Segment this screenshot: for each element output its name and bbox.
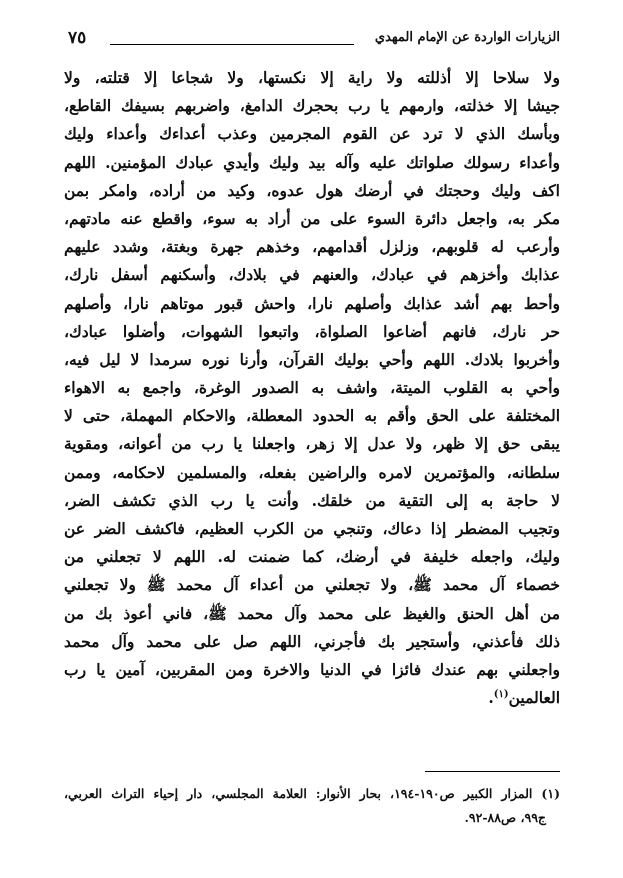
- text-line: عذابك وأخزهم في عبادك، والعنهم في بلادك، وأسكنهم أسفل نارك،: [64, 265, 560, 285]
- footnote-reference[interactable]: (١): [493, 688, 509, 700]
- text-line: لا حاجة به إلى التقية من خلقك. وأنت يا رب الذي تكشف الضر،: [64, 490, 560, 510]
- footnotes: [64, 782, 560, 830]
- last-line-text: العالمين: [508, 688, 560, 708]
- text-line: وبأسك الذي لا ترد عن القوم المجرمين وعذب أعداءك وأعداء وليك: [64, 124, 560, 144]
- text-line: حر نارك، فانهم أضاعوا الصلواة، واتبعوا الشهوات، وأضلوا عبادك،: [64, 321, 560, 341]
- text-line: وليك، واجعله خليفة في أرضك، كما ضمنت له. اللهم لا تجعلني من: [64, 547, 560, 567]
- text-line-last: [64, 684, 560, 712]
- text-line: مكر به، واجعل دائرة السوء على من أراد به سوء، واقطع عنه مادتهم،: [64, 208, 560, 228]
- running-title: الزيارات الواردة عن الإمام المهدي: [374, 30, 560, 45]
- text-line: واجعلني بهم عندك فائزا في الدنيا والاخرة ومن المقربين، آمين يا رب: [64, 659, 560, 679]
- footnote-line: (١) المزار الكبير ص١٩٠-١٩٤، بحار الأنوار: العلامة المجلسي، دار إحياء التراث العربي،: [64, 786, 560, 801]
- header-rule: [110, 44, 354, 45]
- text-line: ولا سلاحا إلا أذللته ولا راية إلا نكستها، ولا شجاعا إلا قتلته، ولا: [64, 68, 560, 87]
- text-line: وتجيب المضطر إذا دعاك، وتنجي من الكرب العظيم، فاكشف الضر عن: [64, 519, 560, 538]
- text-line: سلطانه، والمؤتمرين لامره والراضين بفعله، والمسلمين لاحكامه، وممن: [64, 462, 560, 482]
- text-line: خصماء آل محمد ﷺ، ولا تجعلني من أعداء آل محمد ﷺ ولا تجعلني: [64, 575, 560, 595]
- text-line: المختلفة على الحق وأقم به الحدود المعطلة، والاحكام المهملة، حتى لا: [64, 406, 560, 426]
- text-line: وأرعب له قلوبهم، وزلزل أقدامهم، وخذهم جهرة وبغتة، وشدد عليهم: [64, 237, 560, 257]
- text-line: من أهل الحنق والغيظ على محمد وآل محمد ﷺ، فاني أعوذ بك من: [64, 603, 560, 623]
- last-line-end: .: [488, 688, 494, 708]
- text-line: وأعداء رسولك صلواتك عليه وآله بيد وليك وأيدي عبادك المؤمنين. اللهم: [64, 152, 560, 172]
- text-line: يبقى حق إلا ظهر، ولا عدل إلا زهر، واجعلنا يا رب من أعوانه، ومقوية: [64, 434, 560, 454]
- text-line: وأحط بهم أشد عذابك وأصلهم نارا، واحش قبور موتاهم نارا، وأصلهم: [64, 293, 560, 313]
- text-line: جيشا إلا خذلته، وارمهم يا رب بحجرك الدامغ، واضربهم بسيفك القاطع،: [64, 96, 560, 116]
- body-text: [64, 64, 560, 712]
- footnote-line: ج٩٩، ص٨٨-٩٢.: [464, 810, 546, 825]
- footnote-rule: [425, 771, 560, 772]
- page-number: ٧٥: [68, 28, 87, 48]
- text-line: ذلك فأعذني، وأستجير بك فأجرني، اللهم صل على محمد وآل محمد: [64, 631, 560, 651]
- running-header: [68, 30, 560, 56]
- text-line: وأحي به القلوب الميتة، واشف به الصدور الوغرة، واجمع به الاهواء: [64, 378, 560, 398]
- text-line: اكف وليك وحجتك في أرضك هول عدوه، وكيد من أراده، وامكر بمن: [64, 180, 560, 200]
- text-line: وأخربوا بلادك. اللهم وأحي بوليك القرآن، وأرنا نوره سرمدا لا ليل فيه،: [64, 349, 560, 369]
